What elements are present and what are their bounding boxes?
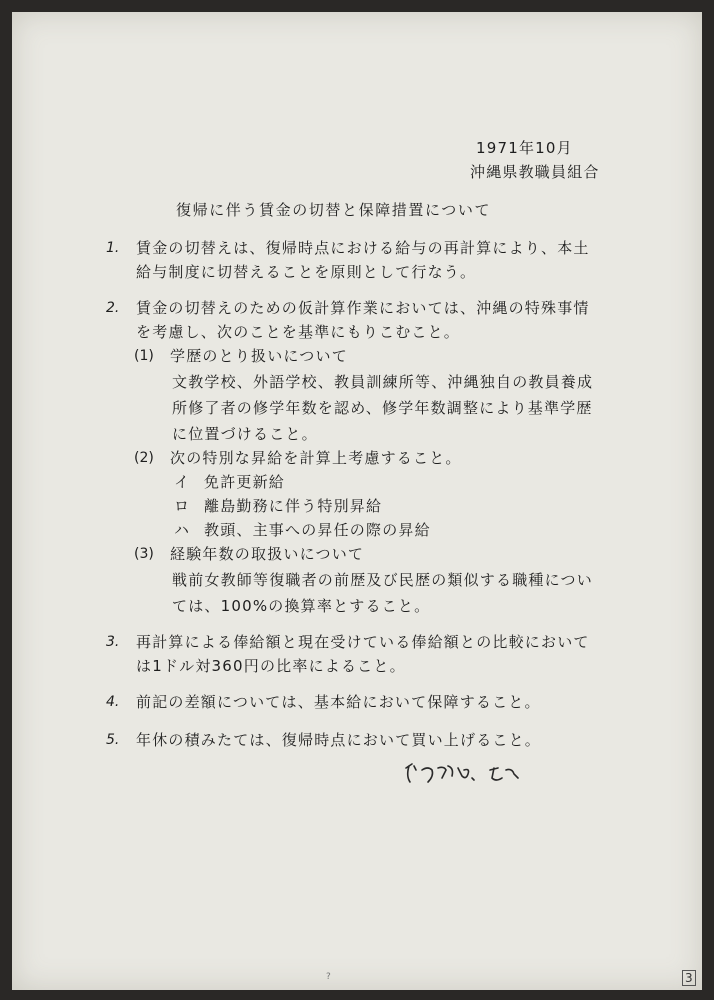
handwritten-signature: [402, 758, 532, 792]
subitem-line: ては、100%の換算率とすること。: [172, 597, 431, 615]
pencil-mark: ?: [326, 972, 331, 982]
point-text: 教頭、主事への昇任の際の昇給: [204, 521, 431, 539]
item-number: 2.: [106, 300, 120, 316]
item-line: 賃金の切替えのための仮計算作業においては、沖縄の特殊事情: [136, 299, 590, 317]
page-number: 3: [682, 970, 696, 986]
point-text: 離島勤務に伴う特別昇給: [204, 497, 383, 515]
subitem-line: 次の特別な昇給を計算上考慮すること。: [170, 449, 462, 467]
point-mark: ロ: [174, 497, 191, 515]
item-number: 3.: [106, 634, 120, 650]
item-line: 給与制度に切替えることを原則として行なう。: [136, 263, 477, 281]
item-number: 1.: [106, 240, 120, 256]
point-mark: ハ: [174, 521, 191, 539]
header-date: 1971年10月: [476, 139, 573, 157]
subitem-line: 経験年数の取扱いについて: [170, 545, 365, 563]
item-line: 再計算による俸給額と現在受けている俸給額との比較において: [136, 633, 590, 651]
document-title: 復帰に伴う賃金の切替と保障措置について: [176, 201, 492, 219]
subitem-number: (2): [134, 450, 154, 466]
item-line: は1ドル対360円の比率によること。: [136, 657, 406, 675]
item-number: 4.: [106, 694, 120, 710]
item-number: 5.: [106, 732, 120, 748]
item-line: 年休の積みたては、復帰時点において買い上げること。: [136, 731, 542, 749]
point-mark: イ: [174, 473, 191, 491]
subitem-line: 戦前女教師等復職者の前歴及び民歴の類似する職種につい: [172, 571, 593, 589]
item-line: 前記の差額については、基本給において保障すること。: [136, 693, 541, 711]
item-line: 賃金の切替えは、復帰時点における給与の再計算により、本土: [136, 239, 590, 257]
header-organization: 沖縄県教職員組合: [470, 163, 600, 181]
item-line: を考慮し、次のことを基準にもりこむこと。: [136, 323, 461, 341]
subitem-number: (1): [134, 348, 154, 364]
subitem-number: (3): [134, 546, 154, 562]
subitem-line: 文教学校、外語学校、教員訓練所等、沖縄独自の教員養成: [172, 373, 594, 391]
point-text: 免許更新給: [204, 473, 286, 491]
subitem-line: 所修了者の修学年数を認め、修学年数調整により基準学歴: [172, 399, 593, 417]
subitem-line: に位置づけること。: [172, 425, 318, 443]
subitem-line: 学歴のとり扱いについて: [170, 347, 348, 365]
